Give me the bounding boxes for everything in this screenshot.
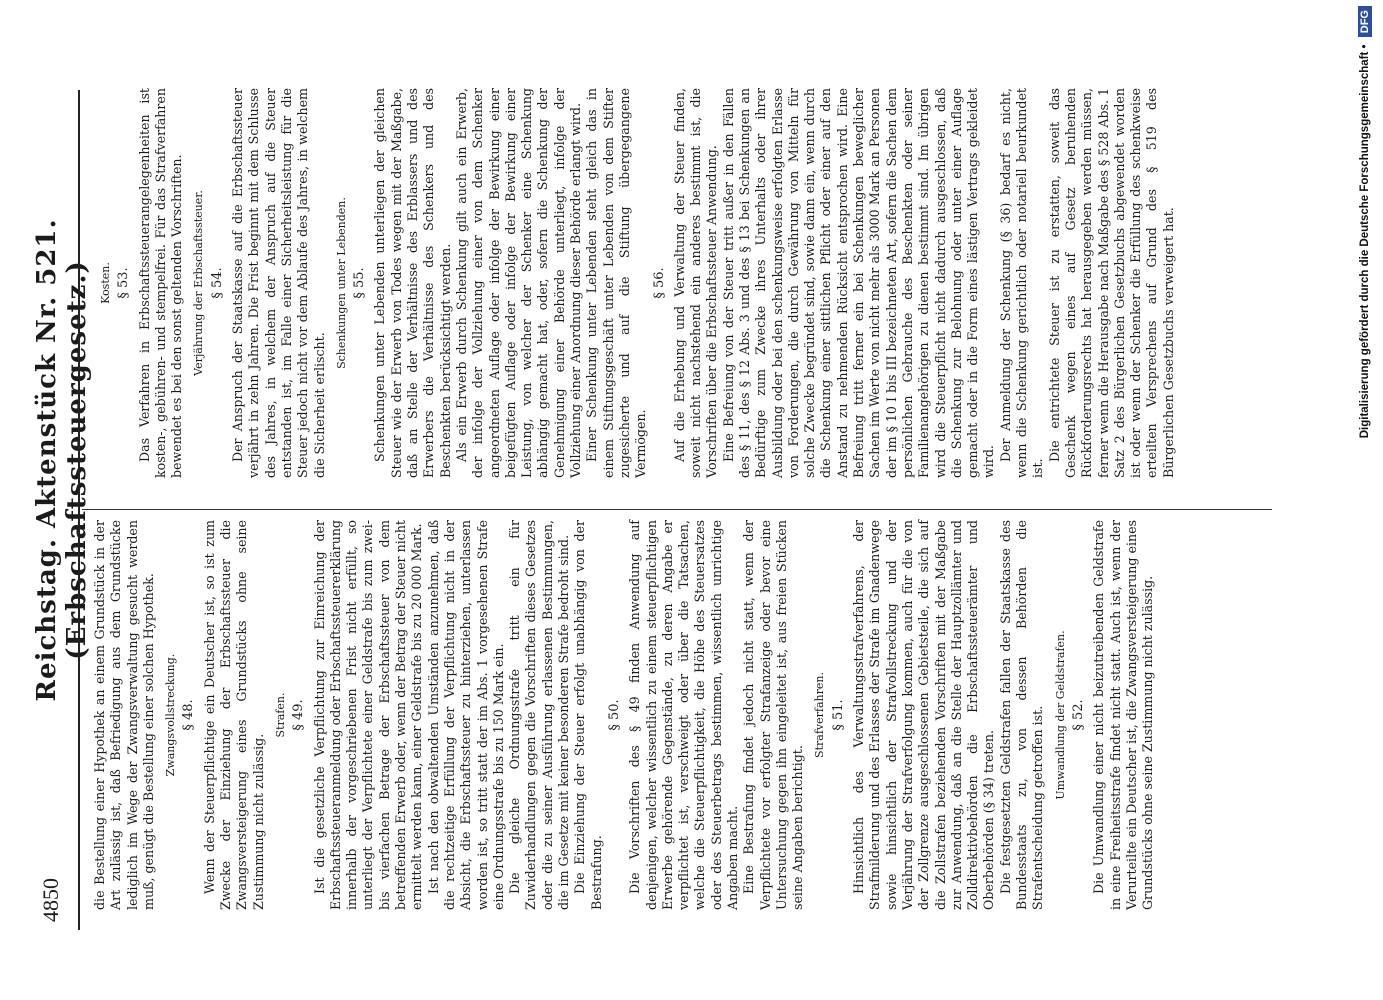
paragraph: [507, 520, 572, 910]
section-heading: Umwandlung der Geldstrafen.: [1053, 630, 1067, 800]
paragraph-number: § 49.: [291, 699, 307, 731]
paragraph: [137, 88, 186, 478]
paragraph: [230, 88, 328, 478]
paragraph-text: Die Umwandlung einer nicht beizutreibenden Geldstrafe in eine Freiheitsstrafe findet nicht statt. Auch ist, wenn der Verurteilte ein Deutscher ist, die Zwangsversteigerung eines Grundstücks ohne seine Zustimmung nicht zulässig.: [1091, 520, 1156, 910]
section-heading: Kosten.: [99, 262, 112, 304]
running-title: Reichstag. Aktenstück Nr. 521. (Erbschaftssteuergesetz.): [32, 218, 92, 702]
section-heading: Schenkungen unter Lebenden.: [334, 197, 348, 369]
paragraph-text: Schenkungen unter Lebenden unterliegen der gleichen Steuer wie der Erwerb von Todes wegen mit der Maßgabe, daß an Stelle der Verhältnisse des Erblassers und des Erwerbers die Verhältnisse des Schenkers und des Beschenkten berücksichtigt werden.: [372, 88, 453, 478]
dfg-logo: DFG: [1358, 6, 1372, 37]
paragraph: [202, 520, 267, 910]
paragraph-text: Die entrichtete Steuer ist zu erstatten, soweit das Geschenk wegen eines auf Gesetz beruhenden Rückforderungsrechts hat herausgegeben werden müssen, ferner wenn die Herausgabe nach Maßgabe des § 528 Abs. 1 Satz 2 des Bürgerlichen Gesetzbuchs abgewendet worden ist oder wenn der Schenker die Erfüllung des schenkweise erteilten Versprechens auf Grund des § 519 des Bürgerlichen Gesetzbuchs verweigert hat.: [1046, 87, 1176, 478]
paragraph: [454, 88, 584, 478]
section-heading: Verjährung der Erbschaftssteuer.: [192, 190, 206, 376]
paragraph-text: Einer Schenkung unter Lebenden steht gleich das in einem Stiftungsgeschäft unter Lebenden von dem Stifter zugesicherte und auf die Stiftung übergegangene Vermögen.: [584, 88, 649, 478]
left-column: [92, 520, 1156, 910]
paragraph-number: § 53.: [116, 267, 132, 299]
column-rule: [82, 509, 1272, 510]
paragraph: [426, 520, 507, 910]
paragraph: [372, 88, 453, 478]
paragraph: [312, 520, 426, 910]
paragraph-number: § 51.: [830, 699, 846, 731]
paragraph-text: Eine Befreiung von der Steuer tritt außer in den Fällen des § 11, des § 12 Abs. 3 und des § 13 bei Schenkungen an Bedürftige zum Zwecke ihres Unterhalts oder ihrer Ausbildung oder bei den schenkungsweise erfolgten Erlasse von Forderungen, die durch Gewährung von Mitteln für solche Zwecke begründet sind, sowie dann ein, wenn durch die Schenkung einer sittlichen Pflicht oder einer auf den Anstand zu nehmenden Rücksicht entsprochen wird. Eine Befreiung tritt ferner ein bei Schenkungen beweglicher Sachen im Werte von nicht mehr als 3000 Mark an Personen der im § 10 I bis III bezeichneten Art, sofern die Sachen dem persönlichen Gebrauche des Beschenkten oder seiner Familienangehörigen zu dienen bestimmt sind. Im übrigen wird die Steuerpflicht nicht dadurch ausgeschlossen, daß die Schenkung zur Belohnung oder unter einer Auflage gemacht oder in die Form eines lästigen Vertrags gekleidet wird.: [720, 88, 997, 478]
paragraph: [92, 520, 157, 910]
header-rule: [78, 90, 80, 930]
paragraph-text: Die Einziehung der Steuer erfolgt unabhängig von der Bestrafung.: [572, 520, 604, 910]
paragraph-text: Als ein Erwerb durch Schenkung gilt auch ein Erwerb, der infolge der Vollziehung einer von dem Schenker angeordneten Auflage oder infolge der Bewirkung einer beigefügten Auflage oder infolge der Bewirkung einer Leistung, von welcher der Schenker eine Schenkung abhängig gemacht hat, oder, sofern die Schenkung der Genehmigung einer Behörde unterliegt, infolge der Vollziehung einer Anordnung dieser Behörde erlangt wird.: [453, 88, 584, 478]
paragraph: [672, 88, 721, 478]
paragraph-text: Auf die Erhebung und Verwaltung der Steuer finden, soweit nicht nachstehend ein anderes bestimmt ist, die Vorschriften über die Erbschaftssteuer Anwendung.: [671, 88, 720, 478]
section-heading: Zwangsvollstreckung.: [164, 653, 178, 777]
right-column: [92, 88, 1177, 478]
paragraph-text: Ist nach den obwaltenden Umständen anzunehmen, daß die rechtzeitige Erfüllung der Verpflichtung nicht in der Absicht, die Erbschaftssteuer zu hinterziehen, unterlassen worden ist, so tritt statt der im Abs. 1 vorgesehenen Strafe eine Ordnungsstrafe bis zu 150 Mark ein.: [425, 520, 506, 910]
paragraph: [584, 88, 649, 478]
paragraph: [627, 520, 741, 910]
paragraph-number: § 48.: [181, 699, 197, 731]
paragraph-number: § 52.: [1070, 699, 1086, 731]
paragraph-text: Das Verfahren in Erbschaftssteuerangelegenheiten ist kosten-, gebühren- und stempelfrei. Für das Strafverfahren bewendet es bei den sonst geltenden Vorschriften.: [136, 88, 185, 478]
paragraph-number: § 55.: [352, 267, 368, 299]
paragraph: [1091, 520, 1156, 910]
section-heading: Strafverfahren.: [813, 672, 827, 758]
paragraph: [721, 88, 998, 478]
paragraph-text: Die gleiche Ordnungsstrafe tritt ein für Zuwiderhandlungen gegen die Vorschriften dieses Gesetzes oder die zu seiner Ausführung erlassenen Bestimmungen, die im Gesetze mit keiner besonderen Strafe bedroht sind.: [507, 520, 572, 910]
paragraph-text: Eine Bestrafung findet jedoch nicht statt, wenn der Verpflichtete vor erfolgter Strafanzeige oder bevor eine Untersuchung gegen ihn eingeleitet ist, aus freien Stücken seine Angaben berichtigt.: [741, 520, 806, 910]
digitization-text: Digitalisierung gefördert durch die Deutsche Forschungsgemeinschaft •: [1359, 44, 1371, 439]
page-header: [16, 0, 92, 1000]
paragraph-text: Die festgesetzten Geldstrafen fallen der Staatskasse des Bundesstaats zu, von dessen Behörden die Strafentscheidung getroffen ist.: [997, 520, 1046, 910]
paragraph-text: die Bestellung einer Hypothek an einem Grundstück in der Art zulässig ist, daß Befriedigung aus dem Grundstücke lediglich im Wege der Zwangsverwaltung gesucht werden muß, genügt die Bestellung einer solchen Hypothek.: [92, 520, 156, 910]
paragraph: [741, 520, 806, 910]
paragraph-number: § 50.: [606, 699, 622, 731]
paragraph-number: § 56.: [651, 267, 667, 299]
paragraph-text: Der Anmeldung der Schenkung (§ 36) bedarf es nicht, wenn die Schenkung gerichtlich oder notariell beurkundet ist.: [997, 88, 1046, 478]
paragraph: [998, 520, 1047, 910]
page-number: 4850: [38, 878, 63, 922]
paragraph: [851, 520, 998, 910]
paragraph: [1047, 88, 1177, 478]
paragraph: [998, 88, 1047, 478]
section-heading: Strafen.: [273, 692, 287, 738]
paragraph-text: Wenn der Steuerpflichtige ein Deutscher ist, so ist zum Zwecke der Einziehung der Erbschaftssteuer die Zwangsversteigerung eines Grundstücks ohne seine Zustimmung nicht zulässig.: [201, 520, 266, 910]
paragraph-text: Ist die gesetzliche Verpflichtung zur Einreichung der Erbschaftssteueranmeldung oder Erbschaftssteuererklärung innerhalb der vorgeschriebenen Frist nicht erfüllt, so unterliegt der Verpflichtete einer Geldstrafe bis zum zwei- bis vierfachen Betrage der Erbschaftssteuer von dem betreffenden Erwerb oder, wenn der Betrag der Steuer nicht ermittelt werden kann, einer Geldstrafe bis zu 20 000 Mark.: [311, 520, 425, 910]
paragraph-number: § 54.: [209, 267, 225, 299]
paragraph-text: Der Anspruch der Staatskasse auf die Erbschaftssteuer verjährt in zehn Jahren. Die Frist beginnt mit dem Schlusse des Jahres, in welchem der Anspruch auf die Steuer entstanden ist, im Falle einer Sicherheitsleistung für die Steuer jedoch nicht vor dem Ablaufe des Jahres, in welchem die Sicherheit erlischt.: [230, 88, 327, 478]
paragraph-text: Hinsichtlich des Verwaltungsstrafverfahrens, der Strafmilderung und des Erlasses der Strafe im Gnadenwege sowie hinsichtlich der Strafvollstreckung und der Verjährung der Strafverfolgung kommen, auch für die von der Zollgrenze ausgeschlossenen Gebietsteile, die sich auf die Zollstrafen beziehenden Vorschriften mit der Maßgabe zur Anwendung, daß an die Stelle der Hauptzollämter und Zolldirektivbehörden die Erbschaftssteuerämter und Oberbehörden (§ 34) treten.: [851, 520, 997, 910]
paragraph: [572, 520, 605, 910]
paragraph-text: Die Vorschriften des § 49 finden Anwendung auf denjenigen, welcher wissentlich zu einem steuerpflichtigen Erwerbe gehörende Gegenstände, zu deren Angabe er verpflichtet ist, verschweigt oder über die Tatsachen, welche die Steuerpflichtigkeit, die Höhe des Steuersatzes oder des Steuerbetrags bestimmen, wissentlich unrichtige Angaben macht.: [627, 520, 740, 910]
digitization-note: [1356, 6, 1380, 996]
